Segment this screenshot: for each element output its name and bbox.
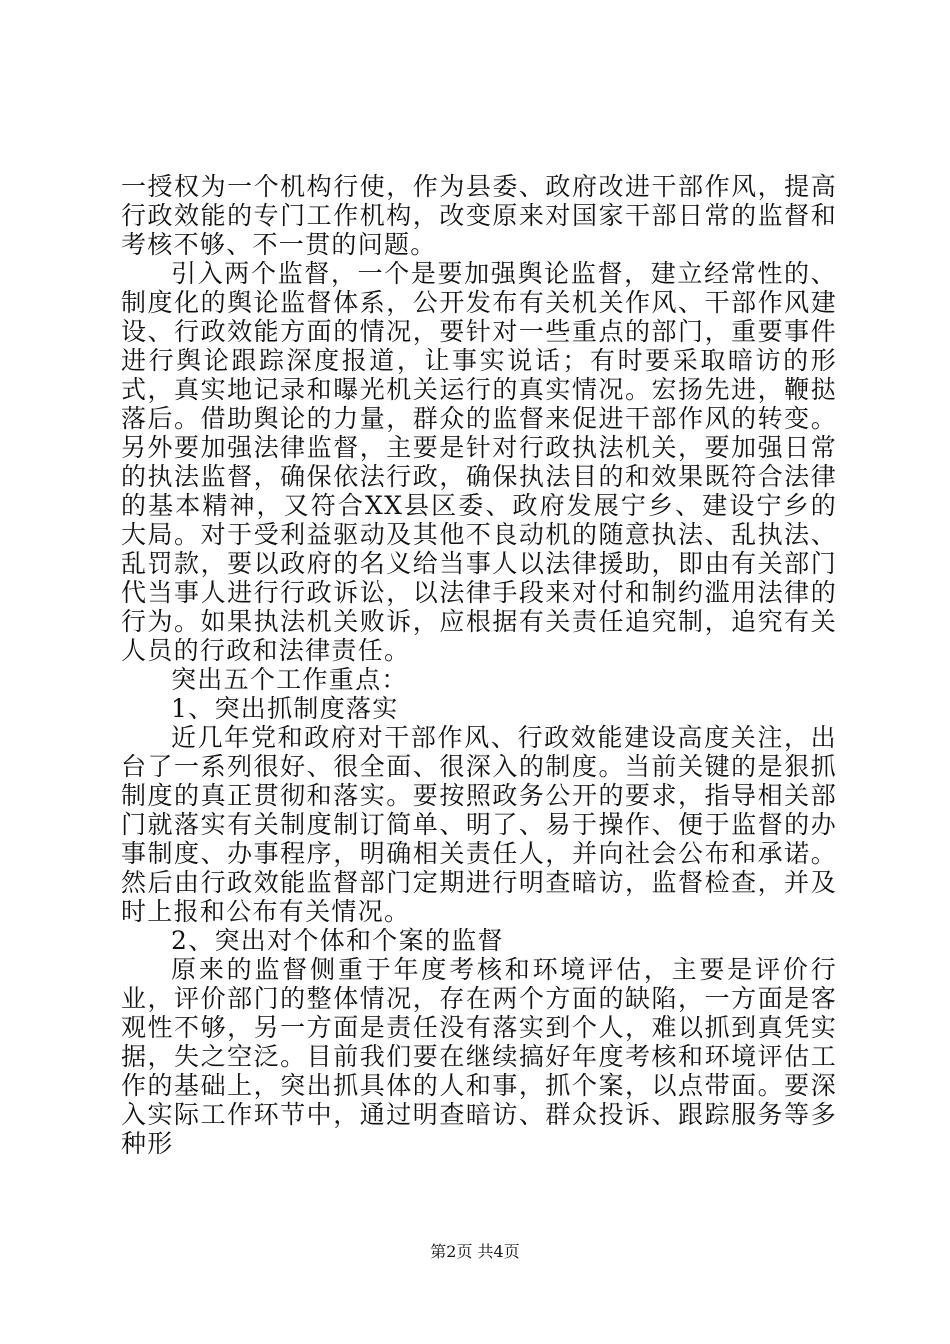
document-body (121, 172, 837, 1158)
paragraph-1: 一授权为一个机构行使，作为县委、政府改进干部作风，提高行政效能的专门工作机构，改变原来对国家干部日常的监督和考核不够、不一贯的问题。 (121, 172, 837, 259)
paragraph-4: 近几年党和政府对干部作风、行政效能建设高度关注，出台了一系列很好、很全面、很深入的制度。当前关键的是狠抓制度的真正贯彻和落实。要按照政务公开的要求，指导相关部门就落实有关制度制订简单、明了、易于操作、便于监督的办事制度、办事程序，明确相关责任人，并向社会公布和承诺。然后由行政效能监督部门定期进行明查暗访，监督检查，并及时上报和公布有关情况。 (121, 723, 837, 926)
paragraph-5: 原来的监督侧重于年度考核和环境评估，主要是评价行业，评价部门的整体情况，存在两个方面的缺陷，一方面是客观性不够，另一方面是责任没有落实到个人，难以抓到真凭实据，失之空泛。目前我们要在继续搞好年度考核和环境评估工作的基础上，突出抓具体的人和事，抓个案，以点带面。要深入实际工作环节中，通过明查暗访、群众投诉、跟踪服务等多种形 (121, 955, 837, 1158)
paragraph-3: 突出五个工作重点： (171, 665, 408, 694)
paragraph-2: 引入两个监督，一个是要加强舆论监督，建立经常性的、制度化的舆论监督体系，公开发布有关机关作风、干部作风建设、行政效能方面的情况，要针对一些重点的部门，重要事件进行舆论跟踪深度报道，让事实说话；有时要采取暗访的形式，真实地记录和曝光机关运行的真实情况。宏扬先进，鞭挞落后。借助舆论的力量，群众的监督来促进干部作风的转变。另外要加强法律监督，主要是针对行政执法机关，要加强日常的执法监督，确保依法行政，确保执法目的和效果既符合法律的基本精神，又符合XX县区委、政府发展宁乡、建设宁乡的大局。对于受利益驱动及其他不良动机的随意执法、乱执法、乱罚款，要以政府的名义给当事人以法律援助，即由有关部门代当事人进行行政诉讼，以法律手段来对付和制约滥用法律的行为。如果执法机关败诉，应根据有关责任追究制，追究有关人员的行政和法律责任。 (121, 259, 837, 665)
section-heading-2: 2、突出对个体和个案的监督 (171, 926, 504, 955)
page-footer: 第2页 共4页 (430, 1242, 520, 1261)
section-heading-1: 1、突出抓制度落实 (171, 694, 399, 723)
